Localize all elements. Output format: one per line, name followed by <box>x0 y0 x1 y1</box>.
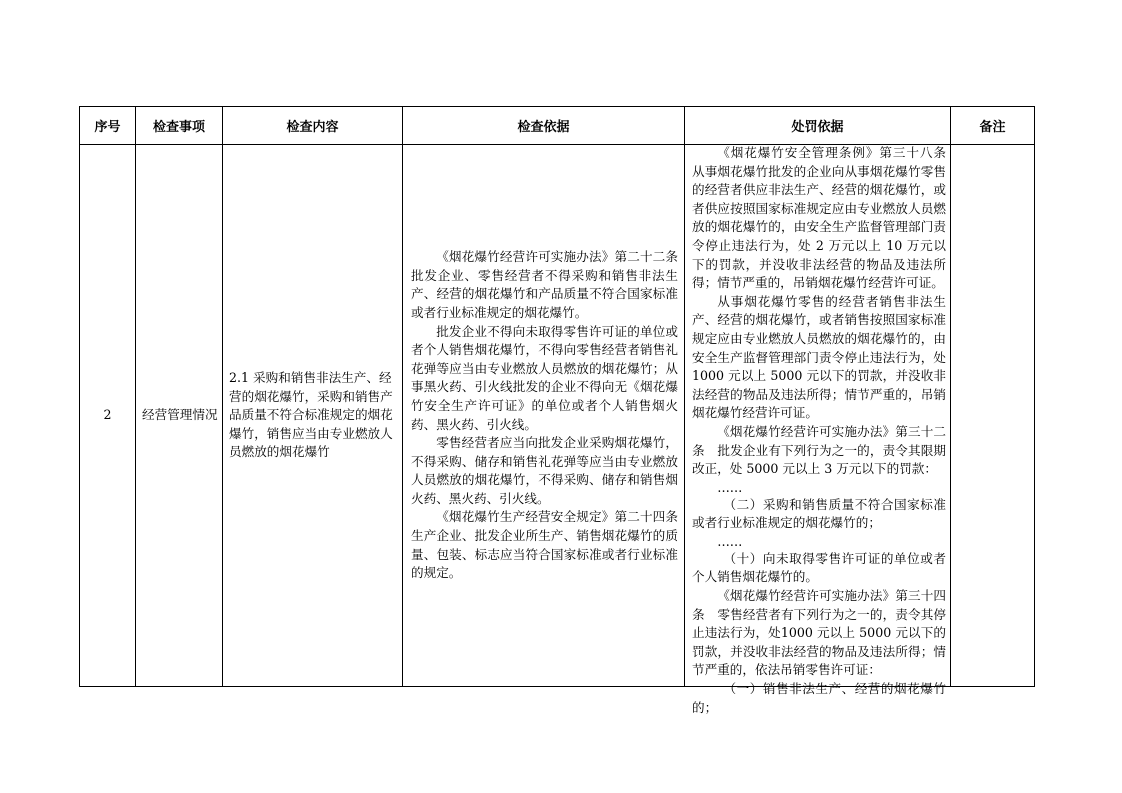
basis-paragraph: 《烟花爆竹生产经营安全规定》第二十四条 生产企业、批发企业所生产、销售烟花爆竹的质量、包装、标志应当符合国家标准或者行业标准的规定。 <box>411 509 691 581</box>
penalty-paragraph: 从事烟花爆竹零售的经营者销售非法生产、经营的烟花爆竹，或者销售按照国家标准规定应由专业燃放人员燃放的烟花爆竹的，由安全生产监督管理部门责令停止违法行为，处 1000 元以上 5000 元以下的罚款，并没收非法经营的物品及违法所得；情节严重的，吊销烟花爆竹经营许可证。 <box>692 293 946 421</box>
inspection-table <box>79 106 1035 715</box>
header-remark: 备注 <box>951 107 1035 145</box>
header-content: 检查内容 <box>223 107 403 145</box>
penalty-paragraph: 《烟花爆竹安全管理条例》第三十八条 从事烟花爆竹批发的企业向从事烟花爆竹零售的经营者供应非法生产、经营的烟花爆竹，或者供应按照国家标准规定应由专业燃放人员燃放的烟花爆竹的，由安全生产监督管理部门责令停止违法行为，处 2 万元以上 10 万元以下的罚款，并没收非法经营的物品及违法所得；情节严重的，吊销烟花爆竹经营许可证。 <box>692 145 959 291</box>
cell-number: 2 <box>80 145 136 687</box>
penalty-paragraph: （一）销售非法生产、经营的烟花爆竹的； <box>692 681 946 715</box>
header-basis: 检查依据 <box>403 107 685 145</box>
header-item: 检查事项 <box>136 107 223 145</box>
basis-paragraph: 零售经营者应当向批发企业采购烟花爆竹，不得采购、储存和销售礼花弹等应当由专业燃放人员燃放的烟花爆竹，不得采购、储存和销售烟火药、黑火药、引火线。 <box>411 435 678 506</box>
header-number: 序号 <box>80 107 136 145</box>
penalty-paragraph: （十）向未取得零售许可证的单位或者个人销售烟花爆竹的。 <box>692 550 946 585</box>
inspection-document <box>79 106 1034 715</box>
penalty-paragraph: 《烟花爆竹经营许可实施办法》第三十四条 零售经营者有下列行为之一的，责令其停止违法行为，处1000 元以上 5000 元以下的罚款，并没收非法经营的物品及违法所得；情节严重的，依法吊销零售许可证： <box>692 588 946 678</box>
penalty-paragraph: 《烟花爆竹经营许可实施办法》第三十二条 批发企业有下列行为之一的，责令其限期改正，处 5000 元以上 3 万元以下的罚款： <box>692 423 946 477</box>
cell-remark <box>951 145 1035 687</box>
header-row <box>80 107 1035 145</box>
cell-content: 2.1 采购和销售非法生产、经营的烟花爆竹，采购和销售产品质量不符合标准规定的烟花爆竹，销售应当由专业燃放人员燃放的烟花爆竹 <box>223 145 403 687</box>
cell-item: 经营管理情况 <box>136 145 223 687</box>
penalty-paragraph: （二）采购和销售质量不符合国家标准或者行业标准规定的烟花爆竹的； <box>692 496 946 531</box>
cell-basis <box>403 145 691 687</box>
table-row <box>80 145 1035 687</box>
penalty-ellipsis: …… <box>717 533 743 549</box>
penalty-text <box>692 144 959 715</box>
basis-paragraph: 《烟花爆竹经营许可实施办法》第二十二条 批发企业、零售经营者不得采购和销售非法生产、经营的烟花爆竹和产品质量不符合国家标准或者行业标准规定的烟花爆竹。 <box>411 249 691 320</box>
penalty-ellipsis: …… <box>717 479 743 495</box>
header-penalty: 处罚依据 <box>685 107 951 145</box>
cell-penalty <box>685 145 959 715</box>
basis-paragraph: 批发企业不得向未取得零售许可证的单位或者个人销售烟花爆竹，不得向零售经营者销售礼花弹等应当由专业燃放人员燃放的烟花爆竹；从事黑火药、引火线批发的企业不得向无《烟花爆竹安全生产许可证》的单位或者个人销售烟火药、黑火药、引火线。 <box>411 323 678 432</box>
